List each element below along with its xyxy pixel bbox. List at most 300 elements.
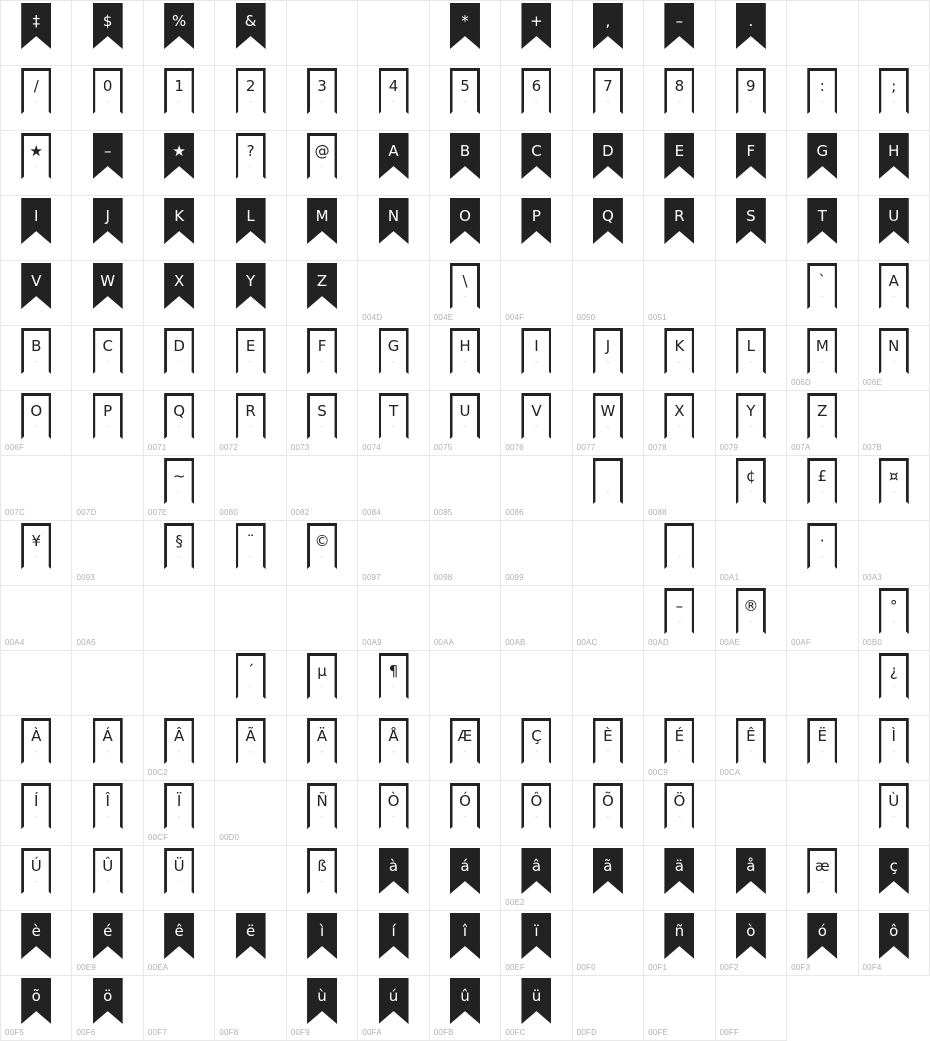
glyph-cell[interactable] (716, 521, 787, 586)
glyph-cell[interactable] (144, 326, 215, 391)
glyph-cell[interactable] (287, 521, 358, 586)
glyph-cell[interactable] (501, 716, 572, 781)
glyph-cell[interactable] (716, 716, 787, 781)
glyph-cell[interactable] (573, 651, 644, 716)
glyph-cell[interactable] (215, 391, 286, 456)
glyph-preview (573, 456, 643, 508)
glyph-cell[interactable] (72, 66, 143, 131)
glyph-cell[interactable] (287, 911, 358, 976)
glyph-cell[interactable] (72, 456, 143, 521)
glyph-cell[interactable] (644, 326, 715, 391)
glyph-cell[interactable] (787, 911, 858, 976)
glyph-codepoint-label: 0080 (219, 508, 238, 517)
glyph-cell[interactable] (144, 391, 215, 456)
glyph-preview (430, 781, 500, 833)
glyph-preview (215, 521, 285, 573)
glyph-cell[interactable] (430, 66, 501, 131)
glyph-cell[interactable] (501, 456, 572, 521)
glyph-character: ò (746, 921, 756, 940)
glyph-cell[interactable] (1, 1, 72, 66)
glyph-cell[interactable] (215, 911, 286, 976)
glyph-cell[interactable] (859, 846, 930, 911)
glyph-cell[interactable] (287, 456, 358, 521)
glyph-cell[interactable] (787, 781, 858, 846)
glyph-cell[interactable] (430, 391, 501, 456)
banner-glyph-icon (879, 653, 909, 699)
glyph-character: O (459, 206, 471, 225)
glyph-cell[interactable] (501, 1, 572, 66)
glyph-preview (573, 66, 643, 118)
banner-glyph-icon (236, 3, 266, 49)
glyph-cell[interactable] (1, 196, 72, 261)
glyph-cell[interactable] (787, 846, 858, 911)
banner-glyph-icon (93, 263, 123, 309)
banner-glyph-icon (736, 458, 766, 504)
glyph-cell[interactable] (644, 651, 715, 716)
banner-glyph-icon (164, 263, 194, 309)
glyph-cell[interactable] (358, 521, 429, 586)
banner-glyph-icon (379, 783, 409, 829)
banner-glyph-icon (807, 393, 837, 439)
glyph-preview (573, 846, 643, 898)
banner-glyph-icon (379, 718, 409, 764)
glyph-cell[interactable] (501, 131, 572, 196)
banner-glyph-icon (236, 393, 266, 439)
glyph-cell[interactable] (144, 976, 215, 1041)
glyph-cell[interactable] (573, 911, 644, 976)
glyph-preview (1, 1, 71, 53)
glyph-cell[interactable] (72, 521, 143, 586)
glyph-codepoint-label: 0078 (648, 443, 667, 452)
glyph-preview (430, 261, 500, 313)
glyph-cell[interactable] (287, 326, 358, 391)
glyph-preview (287, 716, 357, 768)
banner-glyph-icon (593, 68, 623, 114)
glyph-cell[interactable] (644, 716, 715, 781)
glyph-codepoint-label: 00AC (576, 638, 598, 647)
glyph-cell[interactable] (358, 716, 429, 781)
banner-glyph-icon (879, 783, 909, 829)
glyph-character: õ (31, 986, 41, 1005)
glyph-cell[interactable] (859, 781, 930, 846)
banner-glyph-icon (450, 978, 480, 1024)
glyph-cell[interactable] (287, 846, 358, 911)
glyph-cell[interactable] (72, 976, 143, 1041)
glyph-cell[interactable] (144, 196, 215, 261)
glyph-cell[interactable] (573, 586, 644, 651)
glyph-preview (1, 131, 71, 183)
glyph-cell[interactable] (644, 261, 715, 326)
banner-glyph-icon (736, 393, 766, 439)
glyph-cell[interactable] (215, 196, 286, 261)
glyph-cell[interactable] (501, 781, 572, 846)
glyph-cell[interactable] (859, 261, 930, 326)
glyph-codepoint-label: 007A (791, 443, 811, 452)
banner-glyph-icon (236, 263, 266, 309)
glyph-preview (501, 391, 571, 443)
glyph-cell[interactable] (144, 131, 215, 196)
glyph-cell[interactable] (430, 1, 501, 66)
banner-glyph-icon (736, 328, 766, 374)
glyph-cell[interactable] (787, 131, 858, 196)
glyph-cell[interactable] (573, 781, 644, 846)
glyph-cell[interactable] (859, 521, 930, 586)
glyph-cell[interactable] (501, 261, 572, 326)
glyph-preview (644, 521, 714, 573)
glyph-cell[interactable] (716, 261, 787, 326)
glyph-cell[interactable] (573, 261, 644, 326)
glyph-cell[interactable] (787, 521, 858, 586)
glyph-cell[interactable] (644, 1, 715, 66)
glyph-cell[interactable] (72, 391, 143, 456)
glyph-cell[interactable] (573, 521, 644, 586)
glyph-codepoint-label: 00A5 (76, 638, 96, 647)
glyph-cell[interactable] (358, 196, 429, 261)
glyph-cell[interactable] (144, 1, 215, 66)
glyph-codepoint-label: 00FB (433, 1028, 454, 1037)
glyph-cell[interactable] (501, 586, 572, 651)
glyph-character: V (531, 401, 542, 420)
glyph-preview (573, 1, 643, 53)
glyph-preview (215, 911, 285, 963)
glyph-cell[interactable] (501, 326, 572, 391)
glyph-cell[interactable] (644, 586, 715, 651)
glyph-cell[interactable] (287, 1, 358, 66)
glyph-cell[interactable] (859, 66, 930, 131)
glyph-cell[interactable] (358, 391, 429, 456)
glyph-cell[interactable] (215, 976, 286, 1041)
glyph-character: ¥ (31, 531, 41, 550)
glyph-character: 8 (674, 76, 685, 95)
glyph-cell[interactable] (358, 66, 429, 131)
glyph-character: G (816, 141, 829, 160)
glyph-character: J (605, 336, 611, 355)
glyph-cell[interactable] (859, 716, 930, 781)
glyph-cell[interactable] (1, 521, 72, 586)
glyph-cell[interactable] (430, 716, 501, 781)
glyph-cell[interactable] (430, 521, 501, 586)
glyph-cell[interactable] (644, 846, 715, 911)
glyph-cell[interactable] (1, 781, 72, 846)
glyph-cell[interactable] (430, 846, 501, 911)
glyph-preview (859, 66, 929, 118)
glyph-cell[interactable] (358, 781, 429, 846)
glyph-character: ® (743, 596, 759, 615)
glyph-cell[interactable] (287, 391, 358, 456)
glyph-character: F (746, 141, 756, 160)
glyph-character: ñ (674, 921, 685, 940)
glyph-cell[interactable] (787, 326, 858, 391)
glyph-cell[interactable] (716, 781, 787, 846)
glyph-cell[interactable] (430, 456, 501, 521)
glyph-character: Æ (457, 726, 473, 745)
banner-glyph-icon (164, 783, 194, 829)
glyph-cell[interactable] (501, 391, 572, 456)
glyph-cell[interactable] (287, 781, 358, 846)
glyph-cell[interactable] (573, 846, 644, 911)
glyph-cell[interactable] (644, 131, 715, 196)
glyph-cell[interactable] (859, 326, 930, 391)
glyph-cell[interactable] (215, 131, 286, 196)
glyph-preview (644, 1, 714, 53)
glyph-cell[interactable] (287, 131, 358, 196)
glyph-cell[interactable] (716, 846, 787, 911)
glyph-cell[interactable] (573, 456, 644, 521)
glyph-cell[interactable] (430, 196, 501, 261)
banner-glyph-icon (736, 848, 766, 894)
glyph-cell[interactable] (716, 326, 787, 391)
glyph-character: G (387, 336, 400, 355)
glyph-cell[interactable] (644, 781, 715, 846)
glyph-cell[interactable] (1, 846, 72, 911)
glyph-cell[interactable] (859, 456, 930, 521)
glyph-codepoint-label: 00F6 (76, 1028, 96, 1037)
glyph-cell[interactable] (144, 651, 215, 716)
glyph-cell[interactable] (358, 1, 429, 66)
glyph-cell[interactable] (144, 846, 215, 911)
glyph-cell[interactable] (72, 781, 143, 846)
glyph-cell[interactable] (716, 976, 787, 1041)
glyph-cell[interactable] (573, 66, 644, 131)
glyph-cell[interactable] (358, 651, 429, 716)
glyph-cell[interactable] (1, 456, 72, 521)
glyph-cell[interactable] (1, 326, 72, 391)
glyph-cell[interactable] (644, 456, 715, 521)
glyph-cell[interactable] (430, 651, 501, 716)
glyph-cell[interactable] (787, 586, 858, 651)
glyph-character: K (674, 336, 685, 355)
glyph-preview (787, 716, 857, 768)
glyph-preview (787, 391, 857, 443)
glyph-cell[interactable] (358, 326, 429, 391)
glyph-cell[interactable] (144, 781, 215, 846)
banner-glyph-icon (521, 393, 551, 439)
glyph-cell[interactable] (430, 131, 501, 196)
glyph-character: L (246, 206, 255, 225)
glyph-cell[interactable] (1, 131, 72, 196)
glyph-cell[interactable] (430, 911, 501, 976)
glyph-cell[interactable] (716, 651, 787, 716)
glyph-character: W (100, 271, 116, 290)
glyph-cell[interactable] (287, 716, 358, 781)
glyph-cell[interactable] (287, 976, 358, 1041)
glyph-cell[interactable] (358, 456, 429, 521)
glyph-cell[interactable] (215, 586, 286, 651)
glyph-cell[interactable] (1, 261, 72, 326)
glyph-cell[interactable] (287, 196, 358, 261)
glyph-cell[interactable] (573, 326, 644, 391)
glyph-cell[interactable] (644, 196, 715, 261)
banner-glyph-icon (664, 783, 694, 829)
glyph-cell[interactable] (215, 66, 286, 131)
glyph-cell[interactable] (430, 586, 501, 651)
glyph-cell[interactable] (430, 261, 501, 326)
glyph-cell[interactable] (430, 976, 501, 1041)
glyph-cell[interactable] (787, 651, 858, 716)
glyph-cell[interactable] (501, 976, 572, 1041)
glyph-cell[interactable] (859, 911, 930, 976)
glyph-cell[interactable] (501, 846, 572, 911)
glyph-cell[interactable] (859, 196, 930, 261)
glyph-cell[interactable] (358, 261, 429, 326)
glyph-cell[interactable] (644, 521, 715, 586)
glyph-cell[interactable] (358, 976, 429, 1041)
glyph-cell[interactable] (358, 846, 429, 911)
glyph-cell[interactable] (358, 586, 429, 651)
glyph-cell[interactable] (1, 391, 72, 456)
glyph-cell[interactable] (215, 1, 286, 66)
glyph-cell[interactable] (358, 131, 429, 196)
glyph-codepoint-label: 006D (791, 378, 811, 387)
glyph-cell[interactable] (644, 976, 715, 1041)
glyph-cell[interactable] (644, 66, 715, 131)
glyph-character: Ö (673, 791, 686, 810)
glyph-cell[interactable] (859, 586, 930, 651)
glyph-cell[interactable] (787, 196, 858, 261)
glyph-codepoint-label: 00AF (791, 638, 811, 647)
glyph-cell[interactable] (501, 521, 572, 586)
glyph-cell[interactable] (215, 651, 286, 716)
glyph-cell[interactable] (215, 456, 286, 521)
glyph-cell[interactable] (1, 976, 72, 1041)
glyph-cell[interactable] (287, 261, 358, 326)
glyph-preview (144, 1, 214, 53)
glyph-preview (287, 196, 357, 248)
glyph-cell[interactable] (716, 196, 787, 261)
glyph-cell[interactable] (1, 66, 72, 131)
glyph-cell[interactable] (716, 456, 787, 521)
glyph-cell[interactable] (72, 196, 143, 261)
glyph-cell[interactable] (644, 911, 715, 976)
glyph-preview (358, 326, 428, 378)
glyph-codepoint-label: 00F8 (219, 1028, 239, 1037)
glyph-codepoint-label: 0093 (76, 573, 96, 582)
glyph-codepoint-label: 004F (505, 313, 525, 322)
glyph-preview (358, 911, 428, 963)
glyph-cell[interactable] (72, 261, 143, 326)
glyph-cell[interactable] (787, 261, 858, 326)
glyph-cell[interactable] (358, 911, 429, 976)
glyph-preview (859, 716, 929, 768)
glyph-cell[interactable] (501, 911, 572, 976)
glyph-codepoint-label: 00AE (719, 638, 740, 647)
banner-glyph-icon (736, 198, 766, 244)
glyph-cell[interactable] (72, 846, 143, 911)
glyph-character: ê (174, 921, 184, 940)
banner-glyph-icon (164, 3, 194, 49)
glyph-cell[interactable] (573, 196, 644, 261)
glyph-codepoint-label: 0071 (147, 443, 167, 452)
glyph-preview (287, 66, 357, 118)
glyph-cell[interactable] (144, 586, 215, 651)
glyph-cell[interactable] (573, 716, 644, 781)
glyph-cell[interactable] (501, 651, 572, 716)
glyph-preview (215, 261, 285, 313)
glyph-preview (501, 911, 571, 963)
glyph-cell[interactable] (215, 261, 286, 326)
glyph-cell[interactable] (644, 391, 715, 456)
glyph-cell[interactable] (72, 716, 143, 781)
glyph-cell[interactable] (1, 586, 72, 651)
glyph-character: M (315, 206, 329, 225)
glyph-cell[interactable] (716, 66, 787, 131)
glyph-cell[interactable] (787, 391, 858, 456)
glyph-cell[interactable] (72, 326, 143, 391)
glyph-cell[interactable] (215, 326, 286, 391)
glyph-cell[interactable] (72, 131, 143, 196)
glyph-cell[interactable] (215, 781, 286, 846)
glyph-cell[interactable] (859, 391, 930, 456)
banner-glyph-icon (664, 718, 694, 764)
glyph-cell[interactable] (72, 1, 143, 66)
glyph-cell[interactable] (859, 131, 930, 196)
banner-glyph-icon (593, 198, 623, 244)
glyph-cell[interactable] (573, 391, 644, 456)
glyph-cell[interactable] (573, 1, 644, 66)
glyph-cell[interactable] (144, 261, 215, 326)
glyph-cell[interactable] (787, 456, 858, 521)
glyph-cell[interactable] (716, 391, 787, 456)
glyph-cell[interactable] (72, 911, 143, 976)
glyph-character: è (31, 921, 41, 940)
glyph-cell[interactable] (287, 651, 358, 716)
glyph-cell[interactable] (501, 196, 572, 261)
glyph-cell[interactable] (287, 586, 358, 651)
glyph-cell[interactable] (716, 911, 787, 976)
glyph-cell[interactable] (215, 846, 286, 911)
glyph-cell[interactable] (430, 326, 501, 391)
glyph-character: Q (173, 401, 186, 420)
glyph-cell[interactable] (144, 456, 215, 521)
glyph-character: Õ (602, 791, 614, 810)
glyph-cell[interactable] (144, 716, 215, 781)
banner-glyph-icon (664, 393, 694, 439)
glyph-cell[interactable] (787, 716, 858, 781)
glyph-cell[interactable] (215, 716, 286, 781)
glyph-cell[interactable] (859, 651, 930, 716)
glyph-cell[interactable] (72, 586, 143, 651)
glyph-cell[interactable] (1, 716, 72, 781)
glyph-cell[interactable] (716, 1, 787, 66)
glyph-character: Ç (531, 726, 542, 745)
banner-glyph-icon (807, 263, 837, 309)
glyph-preview (787, 456, 857, 508)
glyph-cell[interactable] (144, 911, 215, 976)
banner-glyph-icon (807, 198, 837, 244)
banner-glyph-icon (164, 523, 194, 569)
glyph-preview (430, 716, 500, 768)
glyph-cell[interactable] (144, 66, 215, 131)
glyph-cell[interactable] (787, 1, 858, 66)
glyph-cell[interactable] (430, 781, 501, 846)
glyph-cell[interactable] (215, 521, 286, 586)
glyph-cell[interactable] (1, 911, 72, 976)
glyph-cell[interactable] (787, 66, 858, 131)
glyph-cell[interactable] (859, 1, 930, 66)
glyph-cell[interactable] (1, 651, 72, 716)
banner-glyph-icon (307, 263, 337, 309)
glyph-cell[interactable] (501, 66, 572, 131)
glyph-cell[interactable] (72, 651, 143, 716)
glyph-cell[interactable] (716, 586, 787, 651)
glyph-character: J (105, 206, 110, 225)
banner-glyph-icon (21, 3, 51, 49)
glyph-cell[interactable] (287, 66, 358, 131)
glyph-cell[interactable] (144, 521, 215, 586)
glyph-cell[interactable] (573, 131, 644, 196)
glyph-cell[interactable] (716, 131, 787, 196)
glyph-cell[interactable] (573, 976, 644, 1041)
